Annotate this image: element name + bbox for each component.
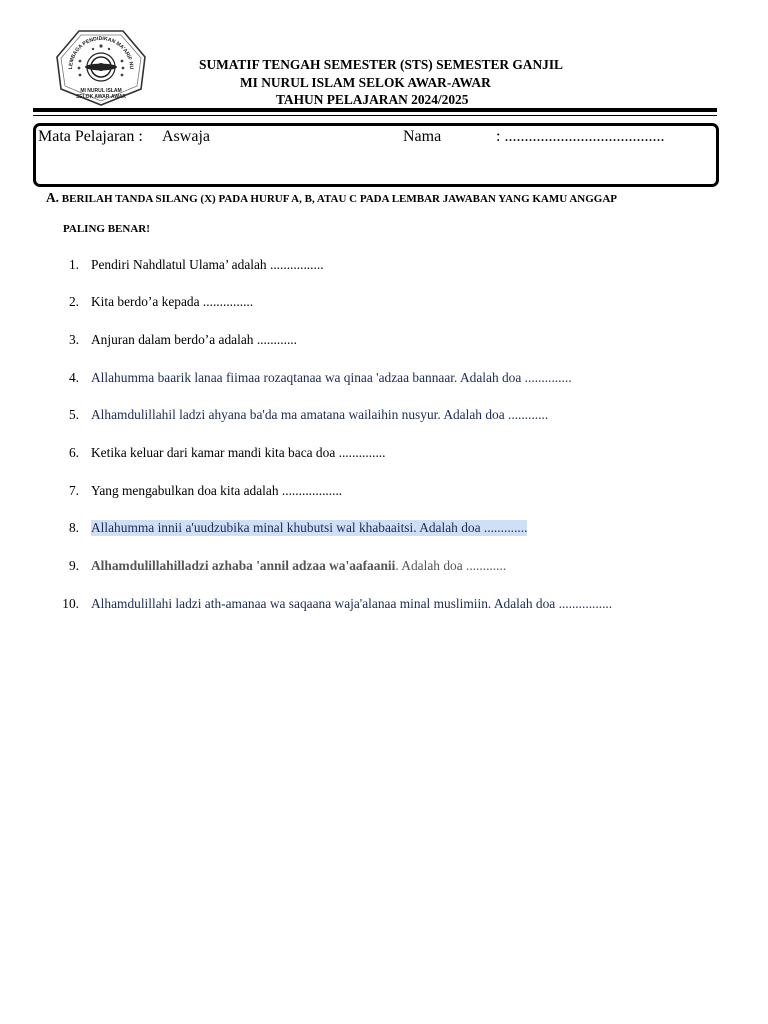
question-number: 1. — [68, 257, 79, 272]
name-field[interactable]: : ........................................ — [496, 128, 665, 145]
question-text — [91, 558, 506, 574]
header-divider-thin — [33, 115, 717, 116]
question-text: Alhamdulillahil ladzi ahyana ba'da ma amatana wailaihin nusyur. Adalah doa ............ — [91, 407, 549, 422]
question-number: 2. — [68, 294, 79, 309]
instruction-line-1: BERILAH TANDA SILANG (X) PADA HURUF A, B, ATAU C PADA LEMBAR JAWABAN YANG KAMU ANGGAP — [61, 193, 618, 205]
question-tail-text: . Adalah doa ............ — [395, 558, 507, 573]
question-text: Anjuran dalam berdo’a adalah ............ — [91, 332, 297, 347]
question-text: Alhamdulillahi ladzi ath-amanaa wa saqaana waja'alanaa minal muslimiin. Adalah doa ................ — [91, 596, 613, 611]
question-text: Ketika keluar dari kamar mandi kita baca doa .............. — [91, 445, 386, 460]
question-text-highlighted: Allahumma innii a'uudzubika minal khubutsi wal khabaaitsi. Adalah doa ............. — [91, 520, 528, 535]
question-text: Allahumma baarik lanaa fiimaa rozaqtanaa wa qinaa 'adzaa bannaar. Adalah doa .............. — [91, 370, 572, 385]
name-label: Nama — [403, 128, 442, 145]
title-line-2: MI NURUL ISLAM SELOK AWAR-AWAR — [240, 74, 491, 90]
subject-value: Aswaja — [162, 128, 210, 145]
instruction-line-2: PALING BENAR! — [63, 223, 150, 235]
title-line-1: SUMATIF TENGAH SEMESTER (STS) SEMESTER GANJIL — [199, 57, 563, 72]
title-line-3: TAHUN PELAJARAN 2024/2025 — [276, 92, 469, 107]
question-text: Kita berdo’a kepada ............... — [91, 294, 254, 309]
question-number: 9. — [68, 558, 79, 573]
question-number: 5. — [68, 407, 79, 422]
question-text: Yang mengabulkan doa kita adalah .................. — [91, 483, 343, 498]
svg-text:MI NURUL ISLAM: MI NURUL ISLAM — [80, 88, 122, 94]
subject-label: Mata Pelajaran : — [38, 128, 143, 145]
student-info-box — [33, 123, 719, 187]
logo-arc-text: LEMBAGA PENDIDIKAN MA'ARIF NU — [67, 35, 135, 70]
question-text: Pendiri Nahdlatul Ulama’ adalah ................ — [91, 257, 324, 272]
question-number: 6. — [68, 445, 79, 460]
question-bold-text: Alhamdulillahilladzi azhaba 'annil adzaa wa'aafaanii — [91, 558, 396, 573]
question-number: 3. — [68, 332, 79, 347]
question-number: 7. — [68, 483, 79, 498]
section-letter: A. — [46, 190, 60, 205]
question-number: 4. — [68, 370, 79, 385]
question-number: 10. — [62, 596, 79, 611]
page-title — [0, 56, 768, 109]
question-number: 8. — [68, 520, 79, 535]
header-divider-thick — [33, 108, 717, 112]
svg-text:SELOK AWAR-AWAR: SELOK AWAR-AWAR — [75, 94, 127, 100]
